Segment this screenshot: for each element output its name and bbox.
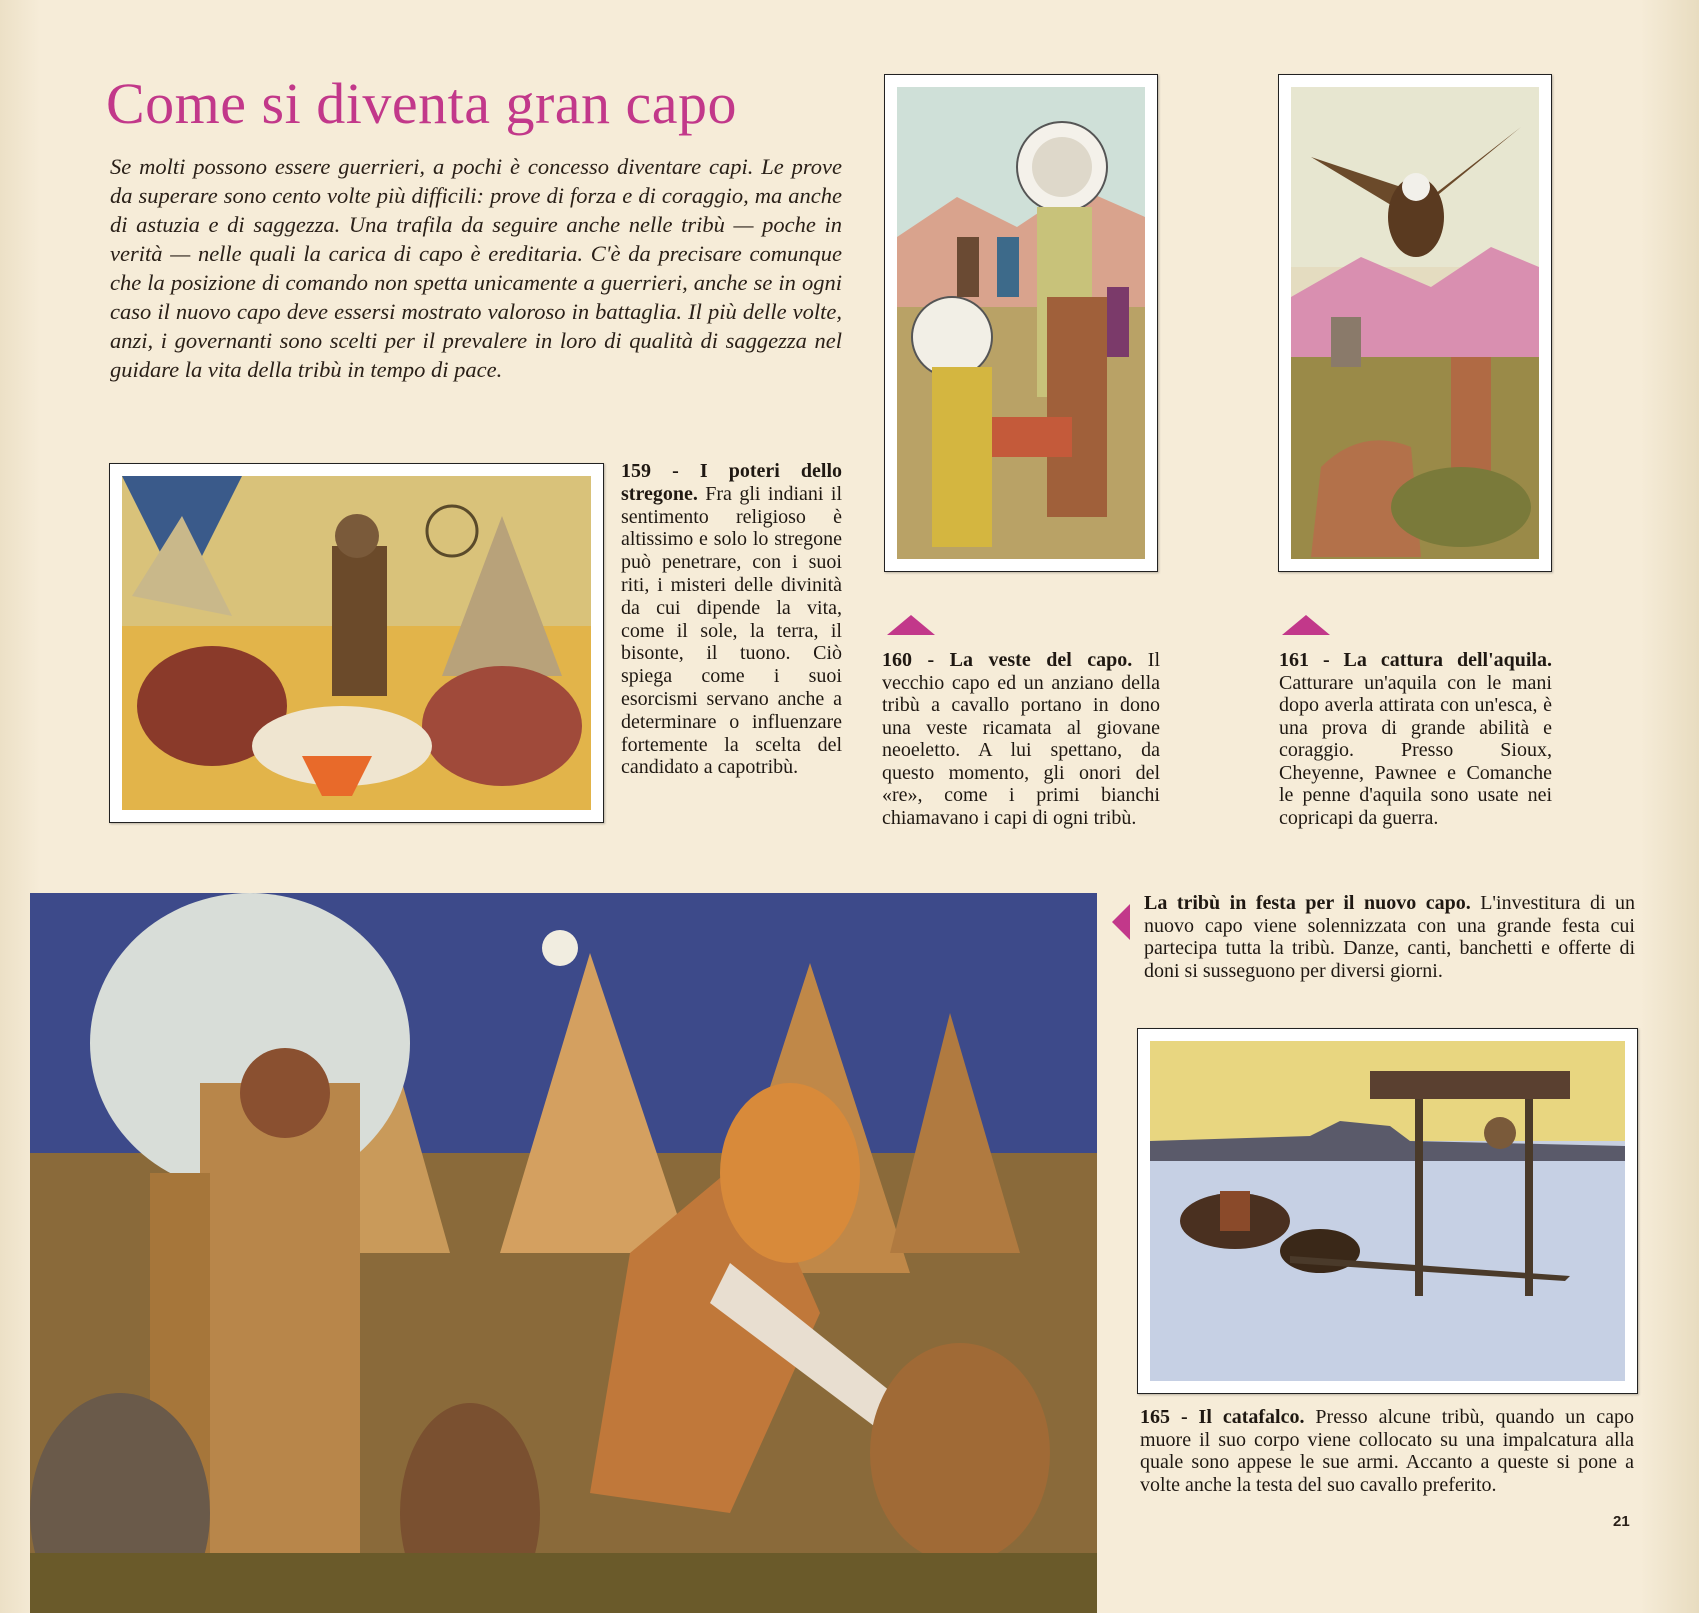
caption-festa-text: L'investitura di un nuovo capo viene solennizzata con una grande festa cui partecipa tutta la tribù. Danze, canti, banchetti e offerte di doni si susseguono per diversi giorni.	[1144, 892, 1635, 982]
card-159-illustration	[109, 463, 604, 823]
caption-161-heading: 161 - La cattura dell'aquila.	[1279, 649, 1552, 671]
page-title: Come si diventa gran capo	[106, 71, 737, 136]
card-161-illustration	[1278, 74, 1552, 572]
pointer-triangle-festa	[1112, 904, 1130, 940]
festival-painting	[30, 893, 1097, 1613]
caption-160-text: Il vecchio capo ed un anziano della tribù a cavallo portano in dono una veste ricamata al giovane neoeletto. A lui spettano, da questo momento, gli onori del «re», come i primi bianchi chiamavano i capi di ogni tribù.	[882, 649, 1161, 829]
caption-160-heading: 160 - La veste del capo.	[882, 649, 1133, 671]
festival-illustration	[30, 893, 1097, 1613]
card-160-illustration	[884, 74, 1158, 572]
caption-161-text: Catturare un'aquila con le mani dopo averla attirata con un'esca, è una prova di grande abilità e coraggio. Presso Sioux, Cheyenne, Pawnee e Comanche le penne d'aquila sono usate nei copricapi da guerra.	[1279, 671, 1552, 829]
intro-paragraph: Se molti possono essere guerrieri, a pochi è concesso diventare capi. Le prove da superare sono cento volte più difficili: prove di forza e di coraggio, ma anche di astuzia e di saggezza. Una trafila da seguire anche nelle tribù — poche in verità — nelle quali la carica di capo è ereditaria. C'è da precisare comunque che la posizione di comando non spetta unicamente a guerrieri, anche se in ogni caso il nuovo capo deve essersi mostrato valoroso in battaglia. Il più delle volte, anzi, i governanti sono scelti per il prevalere in loro di qualità di saggezza nel guidare la vita della tribù in tempo di pace.	[110, 154, 842, 382]
caption-festa-heading: La tribù in festa per il nuovo capo.	[1144, 892, 1471, 914]
caption-159-text: Fra gli indiani il sentimento religioso è altissimo e solo lo stregone può penetrare, con i suoi riti, i misteri delle divinità da cui dipende la vita, come il sole, la terra, il bisonte, il tuono. Ciò spiega come i suoi esorcismi servano anche a determinare o influenzare fortemente la scelta del candidato a capotribù.	[621, 482, 842, 779]
caption-161	[1279, 649, 1552, 829]
caption-165-heading: 165 - Il catafalco.	[1140, 1406, 1305, 1428]
caption-160	[882, 649, 1160, 829]
caption-159	[621, 460, 842, 779]
card-165-illustration	[1137, 1028, 1638, 1394]
caption-159-heading: 159 - I poteri dello stregone.	[621, 460, 842, 505]
shaman-painting	[122, 476, 591, 810]
caption-165	[1140, 1406, 1634, 1496]
catafalque-painting	[1150, 1041, 1625, 1381]
chief-robe-painting	[897, 87, 1145, 559]
caption-festa	[1144, 892, 1635, 982]
pointer-triangle-161	[1282, 615, 1330, 635]
page-number: 21	[1613, 1513, 1630, 1530]
caption-165-text: Presso alcune tribù, quando un capo muore il suo corpo viene collocato su una impalcatura alla quale sono appese le sue armi. Accanto a queste si pone a volte anche la testa del suo cavallo preferito.	[1140, 1406, 1634, 1496]
pointer-triangle-160	[887, 615, 935, 635]
eagle-capture-painting	[1291, 87, 1539, 559]
